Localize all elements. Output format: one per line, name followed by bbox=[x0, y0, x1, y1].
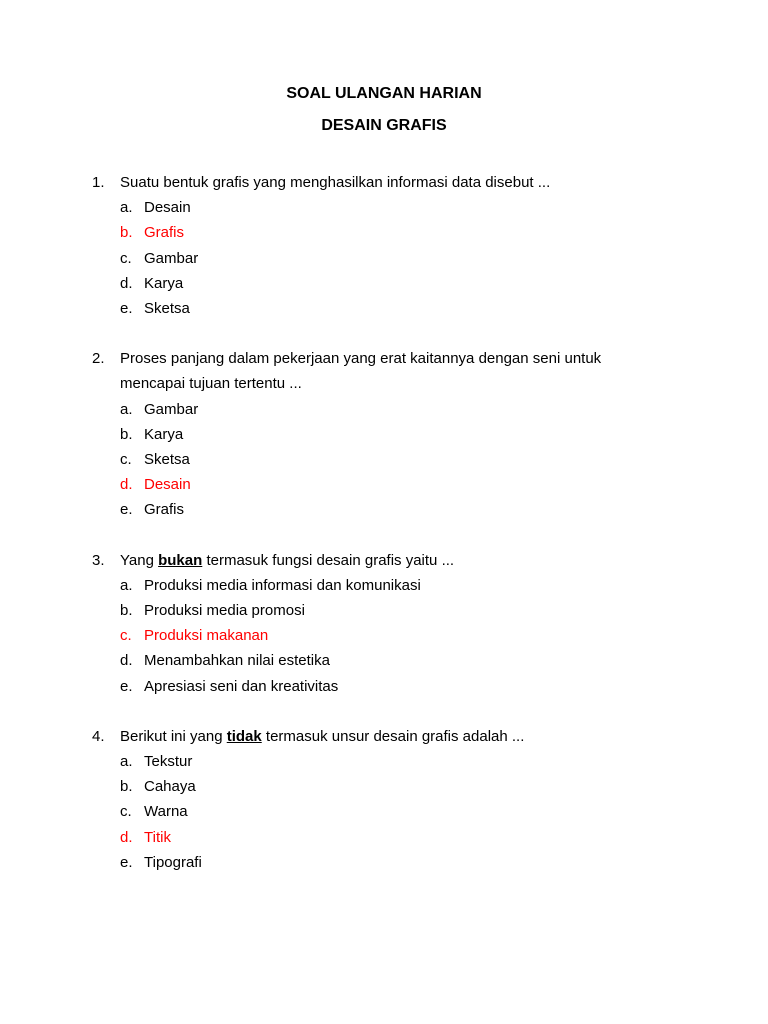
option-letter: d. bbox=[120, 476, 133, 494]
option-letter: b. bbox=[120, 778, 133, 796]
question-text-after: termasuk fungsi desain grafis yaitu ... bbox=[202, 551, 455, 569]
option-letter: e. bbox=[120, 501, 133, 519]
option-text: Grafis bbox=[144, 224, 185, 242]
question-item bbox=[92, 346, 652, 522]
option-a bbox=[92, 195, 652, 220]
option-text: Gambar bbox=[144, 249, 199, 267]
option-text: Tekstur bbox=[144, 753, 193, 771]
option-text: Warna bbox=[144, 803, 188, 821]
question-text-before: Proses panjang dalam pekerjaan yang erat kaitannya dengan seni untuk bbox=[120, 350, 602, 368]
option-letter: d. bbox=[120, 828, 133, 846]
option-letter: c. bbox=[120, 451, 132, 469]
question-text bbox=[120, 371, 652, 396]
option-b bbox=[92, 598, 652, 623]
question-number-spacer bbox=[92, 371, 120, 396]
option-c bbox=[92, 447, 652, 472]
option-text: Apresiasi seni dan kreativitas bbox=[144, 677, 339, 695]
option-letter: b. bbox=[120, 425, 133, 443]
option-letter: a. bbox=[120, 400, 133, 418]
option-a bbox=[92, 749, 652, 774]
question-text-before: Yang bbox=[120, 551, 159, 569]
option-d bbox=[92, 648, 652, 673]
question-item bbox=[92, 548, 652, 699]
question-text-before: mencapai tujuan tertentu ... bbox=[120, 375, 302, 393]
option-text: Karya bbox=[144, 274, 184, 292]
option-text: Sketsa bbox=[144, 300, 190, 318]
question-text-before: Berikut ini yang bbox=[120, 727, 227, 745]
question-item bbox=[92, 724, 652, 875]
question-number: 3. bbox=[92, 551, 105, 569]
question-line bbox=[92, 371, 652, 396]
question-number: 1. bbox=[92, 174, 105, 191]
option-text: Sketsa bbox=[144, 451, 190, 469]
option-e bbox=[92, 674, 652, 699]
option-list bbox=[92, 749, 652, 875]
option-c bbox=[92, 246, 652, 271]
option-c bbox=[92, 623, 652, 648]
option-letter: a. bbox=[120, 576, 133, 594]
option-b bbox=[92, 422, 652, 447]
option-e bbox=[92, 296, 652, 321]
question-line bbox=[92, 548, 652, 573]
question-text bbox=[120, 346, 652, 371]
option-letter: a. bbox=[120, 753, 133, 771]
option-d bbox=[92, 271, 652, 296]
option-list bbox=[92, 573, 652, 699]
question-text-emphasis: bukan bbox=[158, 551, 203, 569]
option-text: Desain bbox=[144, 199, 191, 217]
option-text: Produksi makanan bbox=[144, 627, 269, 645]
option-letter: e. bbox=[120, 677, 133, 695]
option-letter: d. bbox=[120, 652, 133, 670]
question-text bbox=[120, 724, 652, 749]
option-c bbox=[92, 799, 652, 824]
question-text-emphasis: tidak bbox=[226, 727, 262, 745]
question-text-after: termasuk unsur desain grafis adalah ... bbox=[261, 727, 525, 745]
option-a bbox=[92, 573, 652, 598]
page-subtitle: DESAIN GRAFIS bbox=[321, 117, 447, 134]
option-text: Produksi media informasi dan komunikasi bbox=[144, 576, 421, 594]
option-letter: c. bbox=[120, 803, 132, 821]
question-line bbox=[92, 346, 652, 371]
question-item bbox=[92, 170, 652, 321]
option-text: Titik bbox=[144, 828, 171, 846]
option-b bbox=[92, 774, 652, 799]
question-number: 2. bbox=[92, 350, 105, 368]
question-text bbox=[120, 170, 652, 195]
question-text bbox=[120, 548, 652, 573]
option-letter: b. bbox=[120, 602, 133, 620]
option-text: Tipografi bbox=[144, 853, 202, 871]
question-list bbox=[92, 170, 652, 900]
question-text-before: Suatu bentuk grafis yang menghasilkan informasi data disebut ... bbox=[120, 174, 551, 191]
option-e bbox=[92, 850, 652, 875]
option-letter: a. bbox=[120, 199, 133, 217]
option-text: Grafis bbox=[144, 501, 185, 519]
option-letter: c. bbox=[120, 627, 132, 645]
option-text: Desain bbox=[144, 476, 191, 494]
option-letter: e. bbox=[120, 300, 133, 318]
question-number: 4. bbox=[92, 727, 105, 745]
option-letter: e. bbox=[120, 853, 133, 871]
option-d bbox=[92, 825, 652, 850]
option-e bbox=[92, 497, 652, 522]
option-text: Karya bbox=[144, 425, 184, 443]
title-block bbox=[0, 86, 768, 150]
option-list bbox=[92, 195, 652, 321]
option-d bbox=[92, 472, 652, 497]
option-text: Menambahkan nilai estetika bbox=[144, 652, 330, 670]
question-line bbox=[92, 170, 652, 195]
option-letter: b. bbox=[120, 224, 133, 242]
option-text: Produksi media promosi bbox=[144, 602, 305, 620]
option-list bbox=[92, 397, 652, 523]
option-letter: c. bbox=[120, 249, 132, 267]
option-letter: d. bbox=[120, 274, 133, 292]
option-text: Gambar bbox=[144, 400, 199, 418]
option-b bbox=[92, 220, 652, 245]
option-text: Cahaya bbox=[144, 778, 196, 796]
question-line bbox=[92, 724, 652, 749]
page-title: SOAL ULANGAN HARIAN bbox=[286, 85, 482, 102]
option-a bbox=[92, 397, 652, 422]
